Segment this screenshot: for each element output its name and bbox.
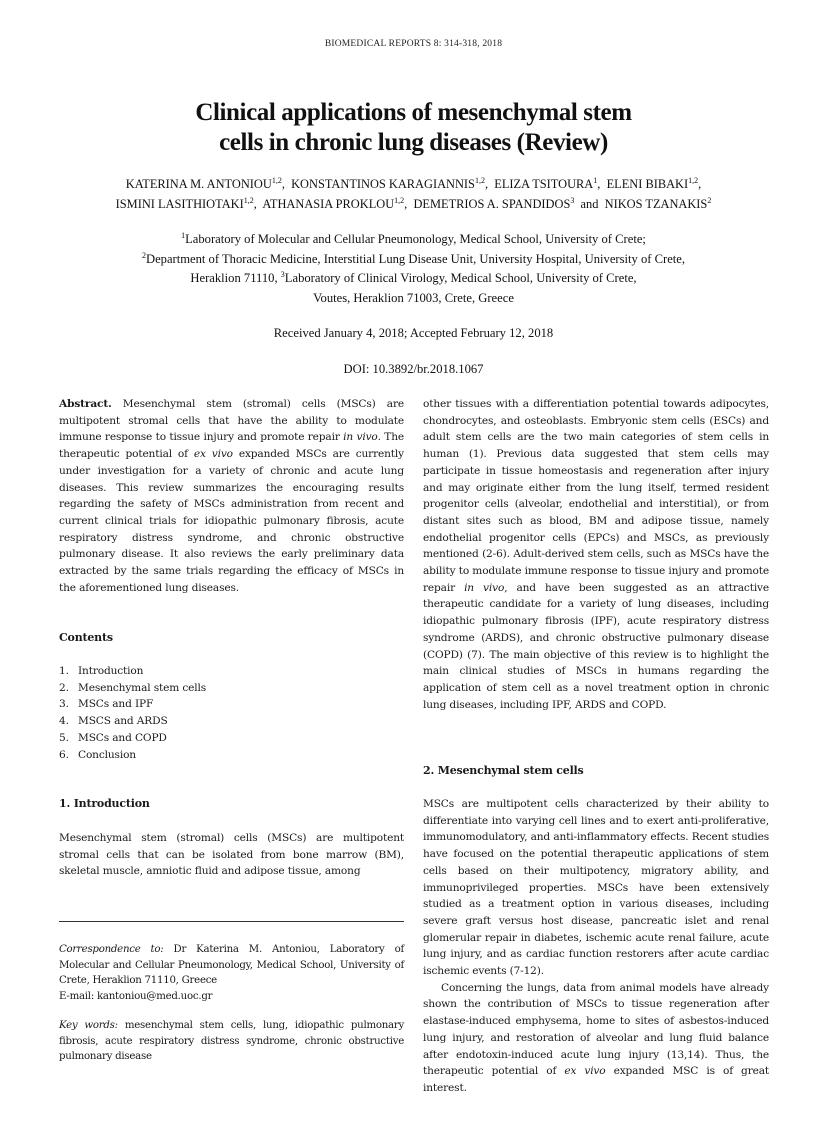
abstract xyxy=(59,396,404,596)
abstract-text: Mesenchymal stem (stromal) cells (MSCs) are multipotent stromal cells that have the ability to modulate immune response to tissue injury and promote repair xyxy=(59,398,404,444)
keywords-label: Key words: xyxy=(59,1020,118,1031)
toc-number: 3. xyxy=(59,698,69,711)
keywords-text: mesenchymal stem cells, lung, idiopathic pulmonary fibrosis, acute respiratory distress syndrome, chronic obstructive pulmonary disease xyxy=(59,1020,404,1063)
author: KONSTANTINOS KARAGIANNIS xyxy=(291,177,475,191)
paragraph: Mesenchymal stem (stromal) cells (MSCs) are multipotent stromal cells that can be isolated from bone marrow (BM), skeletal muscle, amniotic fluid and adipose tissue, among xyxy=(59,832,404,878)
correspondence-email[interactable]: E-mail: kantoniou@med.uoc.gr xyxy=(59,991,213,1003)
paragraph-text: other tissues with a differentiation potential towards adipocytes, chondrocytes, and osteoblasts. Embryonic stem cells (ESCs) and adult stem cells are the two main categories of stem cells in human (1). Previous data suggested that stem cells may participate in tissue homeostasis and regeneration after injury and may originate either from the lung itself, termed resident progenitor cells (alveolar, endothelial and interstitial), or from distant sites such as blood, BM and adipose tissue, namely endothelial progenitor cells (EPCs) and MSCs, as previously mentioned (2-6). Adult-derived stem cells, such as MSCs have the ability to modulate immune response to tissue injury and promote repair xyxy=(423,398,769,594)
toc-label: MSCS and ARDS xyxy=(78,715,168,728)
toc-number: 2. xyxy=(59,681,69,694)
footnote-divider xyxy=(59,921,404,922)
toc-number: 5. xyxy=(59,731,69,744)
toc-item[interactable] xyxy=(59,696,404,713)
author: NIKOS TZANAKIS xyxy=(604,197,708,211)
abstract-text: expanded MSCs are currently under investigation for a variety of chronic and acute lung diseases. This review summarizes the encouraging results regarding the safety of MSCs administration from recent and current clinical trials for idiopathic pulmonary fibrosis, acute respiratory distress syndrome, and chronic obstructive pulmonary disease. It also reviews the early preliminary data extracted by the same trials regarding the efficacy of MSCs in the aforementioned lung diseases. xyxy=(59,448,404,594)
author-affiliation-mark: 1,2 xyxy=(271,176,282,185)
running-head: BIOMEDICAL REPORTS 8: 314-318, 2018 xyxy=(324,39,503,49)
author: ELENI BIBAKI xyxy=(606,177,689,191)
toc-label: Conclusion xyxy=(78,748,136,761)
table-of-contents xyxy=(59,663,404,763)
abstract-italic: ex vivo xyxy=(193,448,233,461)
affiliation-2: Department of Thoracic Medicine, Interstitial Lung Disease Unit, University Hospital, University of Crete, xyxy=(145,251,686,266)
author-list: KATERINA M. ANTONIOU$^{1,2}$, KONSTANTINOS KARAGIANNIS$^{1,2}$, ELIZA TSITOURA$^1$, ELENI BIBAKI$^{1,2}$, ISMINI LASITHIOTAKI$^{1,2}$, ATHANASIA PROKLOU$^{1,2}$, DEMETRIOS A. SPANDIDOS$^3$ and NIKOS TZANAKIS$^2$ xyxy=(115,176,712,211)
paragraph xyxy=(423,980,769,1097)
author-conjunction: and xyxy=(580,197,599,211)
toc-item[interactable] xyxy=(59,747,404,764)
affiliations xyxy=(60,230,767,308)
section-1-heading: 1. Introduction xyxy=(59,797,150,810)
affiliation-mark: 1 xyxy=(181,231,186,240)
correspondence-footnote xyxy=(59,942,404,1005)
correspondence-text: Dr Katerina M. Antoniou, Laboratory of Molecular and Cellular Pneumonology, Medical School, University of Crete, Heraklion 71110, Greece xyxy=(59,944,404,987)
paragraph-italic: ex vivo xyxy=(564,1065,606,1078)
affiliation-3: Laboratory of Clinical Virology, Medical School, University of Crete, xyxy=(284,271,637,285)
author: DEMETRIOS A. SPANDIDOS xyxy=(413,197,571,211)
introduction-continued xyxy=(423,396,769,713)
toc-item[interactable] xyxy=(59,730,404,747)
section-2-body xyxy=(423,796,769,1097)
affiliation-1: Laboratory of Molecular and Cellular Pneumonology, Medical School, University of Crete; xyxy=(185,232,646,246)
author: ISMINI LASITHIOTAKI xyxy=(115,197,244,211)
toc-label: Introduction xyxy=(78,665,144,677)
toc-label: MSCs and COPD xyxy=(78,731,167,744)
abstract-label: Abstract. xyxy=(59,398,112,410)
author-affiliation-mark: 1,2 xyxy=(243,196,254,205)
author-affiliation-mark: 1,2 xyxy=(688,176,699,185)
author-affiliation-mark: 1,2 xyxy=(394,196,405,205)
author-affiliation-mark: 1 xyxy=(593,176,598,185)
received-accepted-dates: Received January 4, 2018; Accepted February 12, 2018 xyxy=(273,326,554,340)
paragraph-text: , and have been suggested as an attractive therapeutic candidate for a variety of lung diseases, including idiopathic pulmonary fibrosis (IPF), acute respiratory distress syndrome (ARDS), and chronic obstructive pulmonary disease (COPD) (7). The main objective of this review is to highlight the main clinical studies of MSCs in humans regarding the application of stem cell as a novel treatment option in chronic lung diseases, including IPF, ARDS and COPD. xyxy=(423,581,770,711)
paragraph: MSCs are multipotent cells characterized by their ability to differentiate into varying cell lines and to exert anti-proliferative, immunomodulatory, and anti-inflammatory effects. Recent studies have focused on the potential therapeutic applications of stem cells based on their multipotency, migratory ability, and immunoprivileged properties. MSCs have been extensively studied as a treatment option in various diseases, including severe graft versus host disease, pancreatic islet and renal glomerular repair in diabetes, ischemic acute renal failure, acute lung injury, and as cardiac function restorers after acute cardiac ischemic events (7-12). xyxy=(423,798,769,978)
toc-item[interactable] xyxy=(59,713,404,730)
toc-item[interactable] xyxy=(59,680,404,697)
affiliation-mark: 3 xyxy=(280,270,285,279)
affiliation-3-cont: Voutes, Heraklion 71003, Crete, Greece xyxy=(313,290,514,305)
author-affiliation-mark: 2 xyxy=(707,196,712,205)
author: ELIZA TSITOURA xyxy=(494,177,594,191)
toc-item[interactable] xyxy=(59,663,404,680)
toc-label: Mesenchymal stem cells xyxy=(78,681,206,694)
paragraph-italic: in vivo xyxy=(464,581,505,594)
keywords-footnote xyxy=(59,1018,404,1065)
author-affiliation-mark: 3 xyxy=(570,196,575,205)
correspondence-label: Correspondence to: xyxy=(59,944,164,955)
author: ATHANASIA PROKLOU xyxy=(262,197,395,211)
author-affiliation-mark: 1,2 xyxy=(474,176,485,185)
paragraph-text: expanded MSC is of great interest. xyxy=(423,1065,769,1094)
abstract-italic: in vivo xyxy=(343,431,378,444)
doi-link[interactable]: DOI: 10.3892/br.2018.1067 xyxy=(343,362,484,376)
toc-number: 6. xyxy=(59,748,69,761)
section-2-heading: 2. Mesenchymal stem cells xyxy=(423,764,584,777)
toc-number: 1. xyxy=(59,665,69,677)
article-title xyxy=(0,98,827,158)
abstract-text: . The therapeutic potential of xyxy=(59,431,404,461)
author: KATERINA M. ANTONIOU xyxy=(125,177,272,191)
section-1-body xyxy=(59,830,404,880)
affiliation-mark: 2 xyxy=(141,250,146,260)
affiliation-2-cont: Heraklion 71110, xyxy=(190,271,281,285)
title-line-1: Clinical applications of mesenchymal stem xyxy=(195,99,632,126)
toc-number: 4. xyxy=(59,715,69,728)
paragraph-text: Concerning the lungs, data from animal models have already shown the contribution of MSCs to tissue regeneration after elastase-induced emphysema, home to sites of asbestos-induced lung injury, and restoration of alveolar and lung fluid balance after endotoxin-induced acute lung injury (13,14). Thus, the therapeutic potential of xyxy=(423,981,769,1078)
title-line-2: cells in chronic lung diseases (Review) xyxy=(219,129,608,156)
toc-label: MSCs and IPF xyxy=(78,698,154,711)
contents-heading: Contents xyxy=(59,631,113,644)
